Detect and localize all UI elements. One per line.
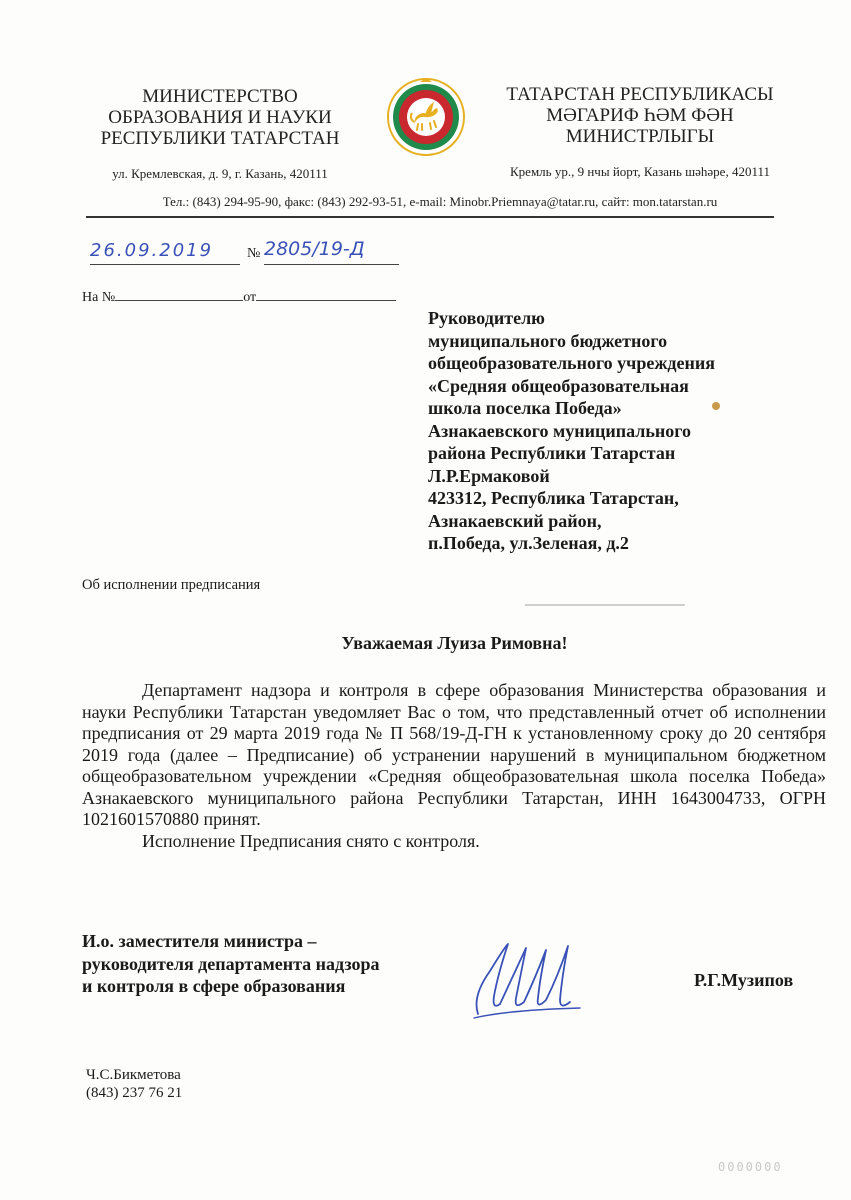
reference-line xyxy=(82,286,396,306)
ministry-name-line3: РЕСПУБЛИКИ ТАТАРСТАН xyxy=(100,128,340,149)
handwritten-signature-icon xyxy=(468,926,588,1026)
reference-date-blank xyxy=(256,286,396,301)
addressee-line: 423312, Республика Татарстан, xyxy=(428,488,679,508)
executor-name: Ч.С.Бикметова xyxy=(86,1067,181,1083)
ministry-tatar-line1: ТАТАРСТАН РЕСПУБЛИКАСЫ xyxy=(506,84,774,105)
registration-number: 2805/19-Д xyxy=(264,238,399,265)
ministry-name-line2: ОБРАЗОВАНИЯ И НАУКИ xyxy=(108,107,332,128)
signer-position-line: И.о. заместителя министра – xyxy=(82,931,317,951)
body-paragraph-2: Исполнение Предписания снято с контроля. xyxy=(142,830,480,851)
header-divider xyxy=(86,216,774,218)
reference-prefix: На № xyxy=(82,290,116,305)
scan-mark xyxy=(525,604,685,606)
signer-position-line: и контроля в сфере образования xyxy=(82,976,346,996)
addressee-line: Азнакаевского муниципального xyxy=(428,420,691,441)
ministry-contacts: Тел.: (843) 294-95-90, факс: (843) 292-93-51, e-mail: Minobr.Priemnaya@tatar.ru, сайт: mon.tatarstan.ru xyxy=(162,194,718,209)
salutation xyxy=(0,633,851,654)
letter-subject: Об исполнении предписания xyxy=(82,577,261,593)
addressee-block xyxy=(428,307,788,555)
addressee-line: Азнакаевский район, xyxy=(428,510,602,531)
ministry-header-tatar xyxy=(490,84,790,179)
addressee-line: школа поселка Победа» xyxy=(428,398,622,418)
ministry-tatar-line2: МӘГАРИФ ҺӘМ ФӘН xyxy=(546,105,734,126)
letter-body xyxy=(82,680,826,852)
ministry-tatar-line3: МИНИСТРЛЫГЫ xyxy=(565,126,715,147)
salutation-text: Уважаемая Луиза Римовна! xyxy=(341,633,568,653)
addressee-line: п.Победа, ул.Зеленая, д.2 xyxy=(428,533,629,553)
addressee-line: общеобразовательного учреждения xyxy=(428,353,715,373)
registration-number-label: № xyxy=(247,246,261,261)
registration-date: 26.09.2019 xyxy=(90,240,240,265)
ministry-name-line1: МИНИСТЕРСТВО xyxy=(142,86,298,107)
addressee-line: района Республики Татарстан xyxy=(428,443,676,463)
addressee-line: муниципального бюджетного xyxy=(428,330,668,351)
addressee-line: Руководителю xyxy=(428,308,545,328)
body-paragraph-1: Департамент надзора и контроля в сфере образования Министерства образования и науки Республики Татарстан уведомляет Вас о том, что представленный отчет об исполнении предписания от 29 марта 2019 года № П 568/19-Д-ГН к установленному сроку до 20 сентября 2019 года (далее – Предписание) об устранении нарушений в муниципальном бюджетном общеобразовательном учреждении «Средняя общеобразовательная школа поселка Победа» Азнакаевского муниципального района Республики Татарстан, ИНН 1643004733, ОГРН 1021601570880 принят. xyxy=(82,680,826,829)
ministry-address-russian: ул. Кремлевская, д. 9, г. Казань, 420111 xyxy=(112,166,328,181)
reference-number-blank xyxy=(115,286,243,301)
ministry-address-tatar: Кремль ур., 9 нчы йорт, Казань шәһәре, 420111 xyxy=(510,164,770,179)
signer-position xyxy=(82,930,442,998)
signer-name: Р.Г.Музипов xyxy=(694,970,794,990)
document-serial-number: 0000000 xyxy=(718,1160,783,1174)
ministry-header-russian xyxy=(80,86,360,181)
executor-phone: (843) 237 76 21 xyxy=(86,1085,183,1101)
tatarstan-emblem-icon xyxy=(387,78,465,156)
executor-block xyxy=(86,1066,182,1102)
signer-position-line: руководителя департамента надзора xyxy=(82,953,380,974)
addressee-line: «Средняя общеобразовательная xyxy=(428,375,689,396)
addressee-line: Л.Р.Ермаковой xyxy=(428,465,550,486)
reference-from-label: от xyxy=(243,290,257,305)
scan-spot xyxy=(712,402,720,410)
